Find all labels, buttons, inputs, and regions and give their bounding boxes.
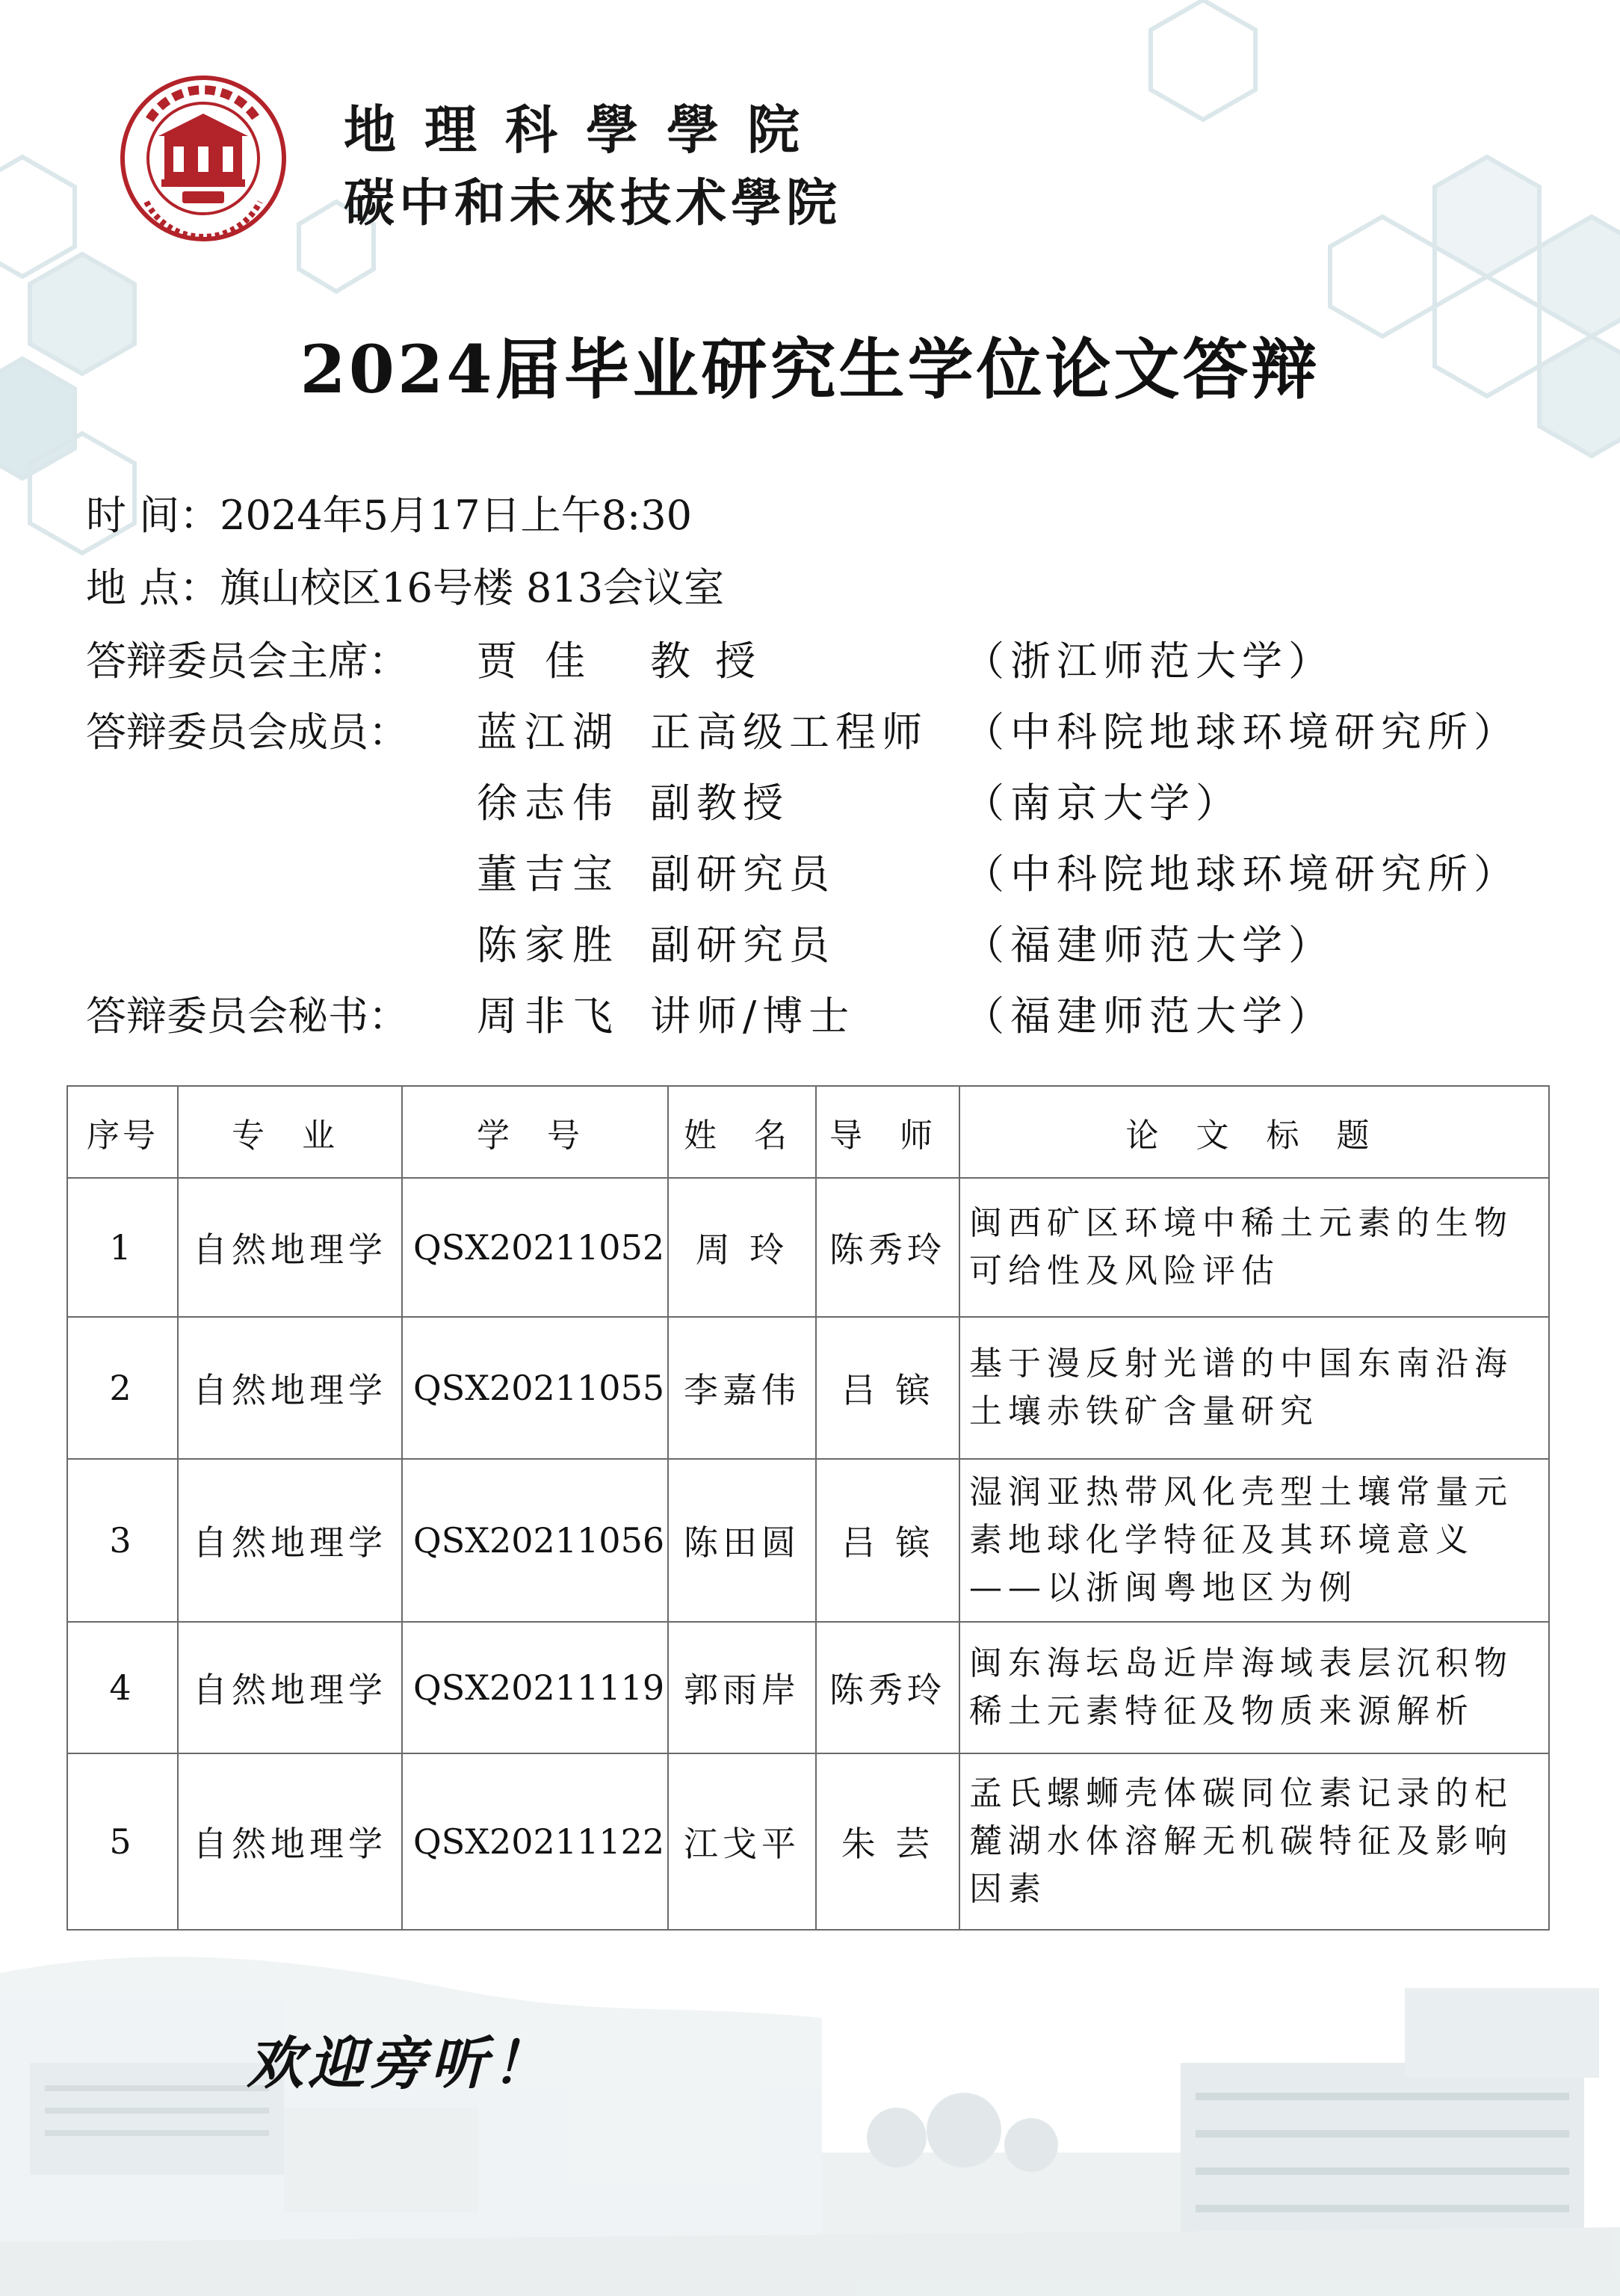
chair-title: 教 授 (650, 638, 762, 685)
secretary-label: 答辩委员会秘书： (86, 993, 409, 1040)
chair-name: 贾 佳 (477, 638, 593, 685)
cell-student-id: QSX20211056 (402, 1459, 668, 1622)
cell-major: 自然地理学 (178, 1459, 402, 1622)
cell-student-id: QSX20211052 (402, 1178, 668, 1317)
cell-major: 自然地理学 (178, 1178, 402, 1317)
cell-no: 3 (67, 1459, 178, 1622)
cell-thesis-title: 闽西矿区环境中稀土元素的生物可给性及风险评估 (959, 1178, 1549, 1317)
cell-no: 4 (67, 1622, 178, 1753)
member-title: 副研究员 (650, 851, 835, 898)
secretary-title: 讲师/博士 (650, 993, 856, 1040)
header-advisor: 导 师 (816, 1086, 959, 1178)
table-row (67, 1317, 1549, 1459)
header-thesis-title: 论 文 标 题 (959, 1086, 1549, 1178)
place-value: 旗山校区16号楼 813会议室 (220, 564, 725, 611)
cell-advisor: 吕 镔 (816, 1459, 959, 1622)
table-row (67, 1459, 1549, 1622)
member-title: 副教授 (650, 780, 789, 827)
cell-student-id: QSX20211055 (402, 1317, 668, 1459)
cell-advisor: 吕 镔 (816, 1317, 959, 1459)
cell-thesis-title: 基于漫反射光谱的中国东南沿海土壤赤铁矿含量研究 (959, 1317, 1549, 1459)
place-row (86, 562, 724, 614)
college-name-line1: 地理科學學院 (344, 99, 828, 161)
place-label: 地 点： (86, 564, 220, 611)
member-name: 徐志伟 (477, 780, 620, 827)
cell-major: 自然地理学 (178, 1317, 402, 1459)
time-value: 2024年5月17日上午8:30 (220, 492, 692, 539)
table-row (67, 1178, 1549, 1317)
member-title: 正高级工程师 (650, 709, 928, 756)
header-major: 专 业 (178, 1086, 402, 1178)
cell-advisor: 朱 芸 (816, 1753, 959, 1930)
cell-no: 2 (67, 1317, 178, 1459)
member-name: 蓝江湖 (477, 709, 620, 756)
cell-student-id: QSX20211122 (402, 1753, 668, 1930)
time-label: 时 间： (86, 492, 220, 539)
cell-thesis-title: 闽东海坛岛近岸海域表层沉积物稀土元素特征及物质来源解析 (959, 1622, 1549, 1753)
member-affiliation: （福建师范大学） (964, 922, 1335, 969)
members-label: 答辩委员会成员： (86, 709, 409, 756)
chair-affiliation: （浙江师范大学） (964, 638, 1335, 685)
header-student-id: 学 号 (402, 1086, 668, 1178)
member-name: 陈家胜 (477, 922, 620, 969)
member-affiliation: （中科院地球环境研究所） (964, 709, 1520, 756)
secretary-affiliation: （福建师范大学） (964, 993, 1335, 1040)
cell-name: 李嘉伟 (668, 1317, 816, 1459)
cell-advisor: 陈秀玲 (816, 1178, 959, 1317)
cell-student-id: QSX20211119 (402, 1622, 668, 1753)
header-no: 序号 (67, 1086, 178, 1178)
cell-advisor: 陈秀玲 (816, 1622, 959, 1753)
header-name: 姓 名 (668, 1086, 816, 1178)
cell-thesis-title: 湿润亚热带风化壳型土壤常量元素地球化学特征及其环境意义——以浙闽粤地区为例 (959, 1459, 1549, 1622)
table-header-row (67, 1086, 1549, 1178)
cell-name: 周 玲 (668, 1178, 816, 1317)
cell-major: 自然地理学 (178, 1753, 402, 1930)
cell-thesis-title: 孟氏螺蛳壳体碳同位素记录的杞麓湖水体溶解无机碳特征及影响因素 (959, 1753, 1549, 1930)
member-affiliation: （南京大学） (964, 780, 1242, 827)
cell-no: 1 (67, 1178, 178, 1317)
page-title: 2024届毕业研究生学位论文答辩 (300, 330, 1320, 408)
cell-name: 郭雨岸 (668, 1622, 816, 1753)
university-seal-icon (120, 75, 287, 242)
member-affiliation: （中科院地球环境研究所） (964, 851, 1520, 898)
cell-major: 自然地理学 (178, 1622, 402, 1753)
member-title: 副研究员 (650, 922, 835, 969)
time-row (86, 490, 692, 542)
campus-sketch-icon (0, 1957, 1620, 2296)
table-row (67, 1622, 1549, 1753)
member-name: 董吉宝 (477, 851, 620, 898)
cell-name: 江戈平 (668, 1753, 816, 1930)
welcome-message: 欢迎旁听！ (247, 2030, 553, 2096)
cell-name: 陈田圆 (668, 1459, 816, 1622)
table-row (67, 1753, 1549, 1930)
college-name-line2: 碳中和未來技术學院 (344, 173, 842, 233)
cell-no: 5 (67, 1753, 178, 1930)
defense-schedule-table (67, 1085, 1550, 1931)
chair-label: 答辩委员会主席： (86, 638, 409, 685)
secretary-name: 周非飞 (477, 993, 620, 1040)
